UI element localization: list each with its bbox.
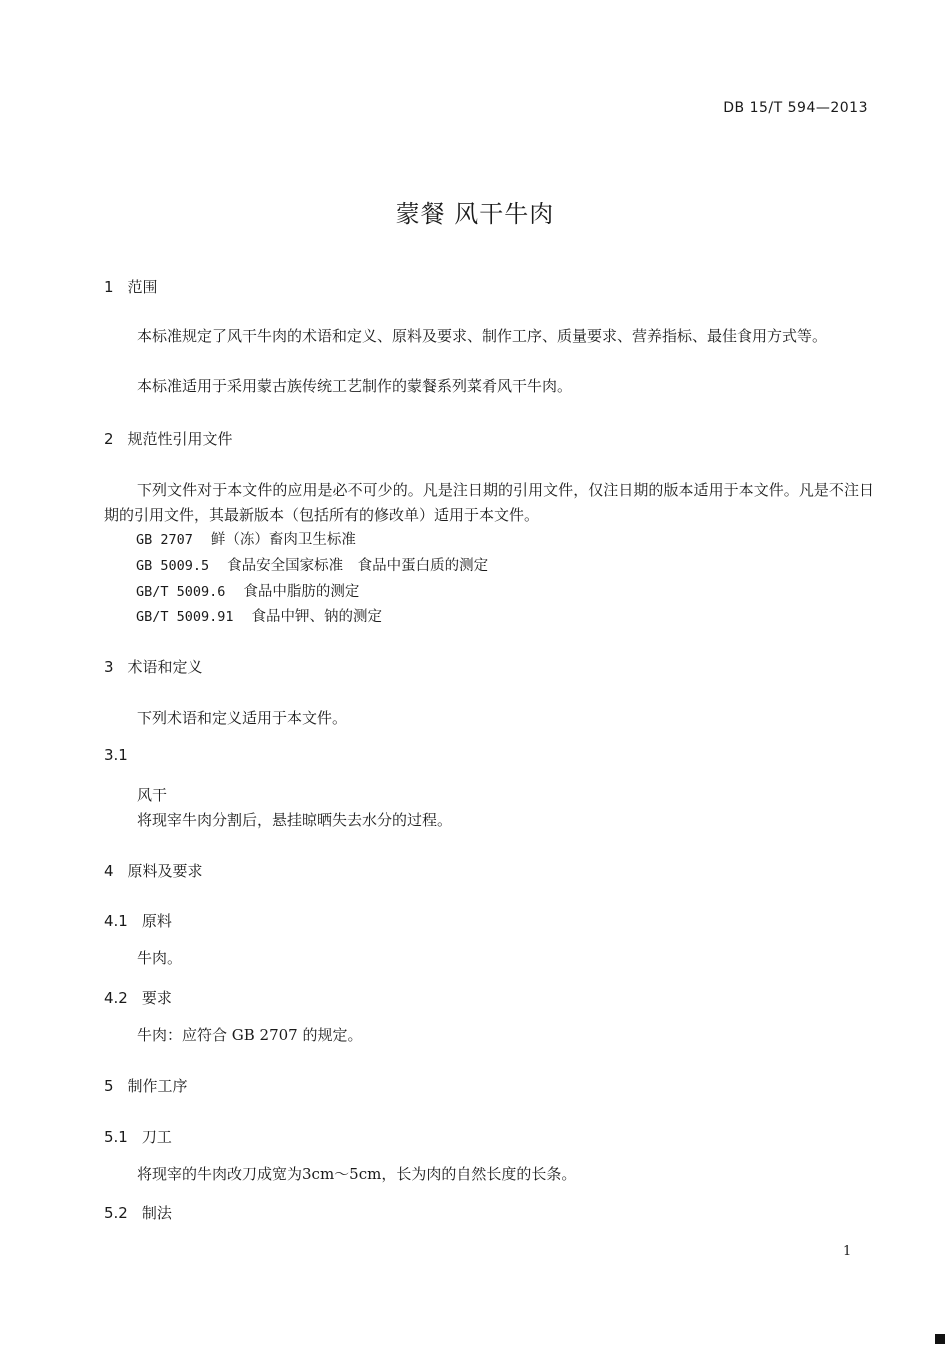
subsection-title: 要求 [141,989,172,1007]
section-title: 制作工序 [127,1077,188,1095]
subsection-number: 5.1 [104,1128,128,1146]
subsection-5-2-heading [104,1202,172,1223]
reference-item [136,554,488,575]
subsection-title: 刀工 [141,1128,172,1146]
section-number: 5 [104,1077,114,1095]
term-definition: 将现宰牛肉分割后，悬挂晾晒失去水分的过程。 [137,811,453,829]
section-number: 3 [104,658,114,676]
subsection-title: 原料 [141,912,172,930]
scan-corner-mark [935,1334,945,1344]
reference-code: GB/T 5009.6 [136,584,226,600]
reference-title: 食品安全国家标准 食品中蛋白质的测定 [227,558,489,574]
reference-item [136,605,382,626]
subsection-number: 4.2 [104,989,128,1007]
subsection-title: 制法 [141,1204,172,1222]
section-title: 术语和定义 [127,658,203,676]
section-number: 2 [104,430,114,448]
reference-item [136,528,356,549]
section-5-heading [104,1075,188,1096]
subsection-4-2-text: 牛肉：应符合 GB 2707 的规定。 [137,1026,363,1044]
section-title: 原料及要求 [127,862,203,880]
document-title: 蒙餐 风干牛肉 [395,200,555,228]
subsection-3-1-number: 3.1 [104,746,128,764]
section-1-para-1: 本标准规定了风干牛肉的术语和定义、原料及要求、制作工序、质量要求、营养指标、最佳食用方式等。 [137,327,828,345]
standard-code: DB 15/T 594—2013 [723,100,868,116]
subsection-5-1-heading [104,1126,172,1147]
reference-title: 食品中钾、钠的测定 [251,609,383,625]
reference-code: GB 5009.5 [136,558,210,574]
subsection-5-1-text: 将现宰的牛肉改刀成宽为3cm～5cm，长为肉的自然长度的长条。 [137,1165,577,1183]
reference-title: 食品中脂肪的测定 [243,584,360,600]
section-number: 1 [104,278,114,296]
subsection-4-1-text: 牛肉。 [137,949,183,967]
term-name: 风干 [137,786,168,804]
subsection-number: 4.1 [104,912,128,930]
section-4-heading [104,860,203,881]
section-number: 4 [104,862,114,880]
page-number: 1 [843,1244,852,1259]
section-2-heading [104,428,233,449]
subsection-4-2-heading [104,987,172,1008]
section-2-para-1: 下列文件对于本文件的应用是必不可少的。凡是注日期的引用文件，仅注日期的版本适用于本文件。凡是不注日期的引用文件，其最新版本（包括所有的修改单）适用于本文件。 [104,481,874,524]
section-title: 规范性引用文件 [127,430,233,448]
section-title: 范围 [127,278,158,296]
subsection-number: 5.2 [104,1204,128,1222]
section-1-heading [104,276,158,297]
section-1-para-2: 本标准适用于采用蒙古族传统工艺制作的蒙餐系列菜肴风干牛肉。 [137,377,573,395]
reference-code: GB/T 5009.91 [136,609,234,625]
reference-code: GB 2707 [136,532,193,548]
reference-item [136,580,359,601]
subsection-4-1-heading [104,910,172,931]
reference-title: 鲜（冻）畜肉卫生标准 [210,532,356,548]
section-3-para-1: 下列术语和定义适用于本文件。 [137,709,348,727]
section-3-heading [104,656,203,677]
